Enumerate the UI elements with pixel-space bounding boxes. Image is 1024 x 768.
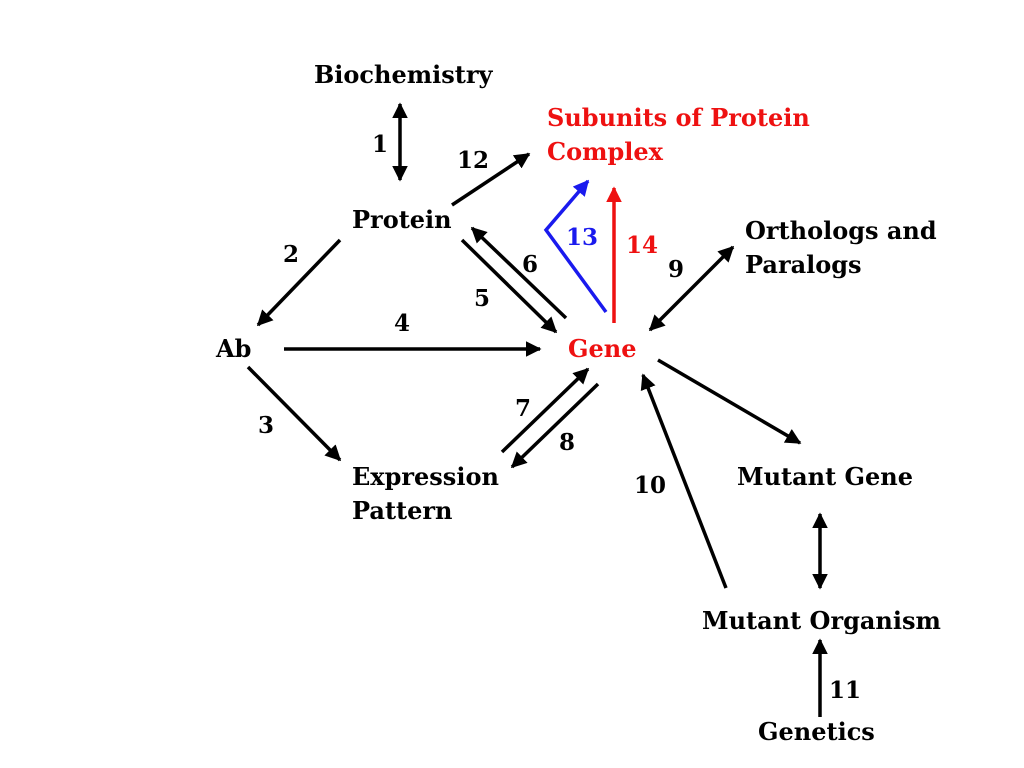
edge-label-13: 13	[566, 224, 599, 251]
edge-label-3: 3	[258, 412, 275, 439]
edge-label-12: 12	[457, 147, 490, 174]
node-biochemistry: Biochemistry	[314, 60, 493, 89]
node-gene: Gene	[568, 334, 637, 363]
node-orthologs-line2: Paralogs	[745, 250, 862, 279]
node-expression-line1: Expression	[352, 462, 499, 491]
node-mutant-gene: Mutant Gene	[737, 462, 914, 491]
edge-label-14: 14	[626, 232, 659, 259]
edge-label-4: 4	[394, 310, 411, 337]
edge-label-6: 6	[522, 251, 539, 278]
edge-label-2: 2	[283, 241, 300, 268]
node-subunits-line2: Complex	[547, 137, 663, 166]
edge-label-8: 8	[559, 429, 576, 456]
node-protein: Protein	[352, 205, 452, 234]
node-expression-line2: Pattern	[352, 496, 453, 525]
node-genetics: Genetics	[758, 717, 875, 746]
edge-label-5: 5	[474, 285, 491, 312]
edge-label-7: 7	[515, 395, 532, 422]
node-orthologs-line1: Orthologs and	[745, 216, 937, 245]
arrow-gene-to-mutant-gene	[658, 360, 800, 443]
edge-label-9: 9	[668, 256, 685, 283]
node-mutant-organism: Mutant Organism	[702, 606, 941, 635]
node-ab: Ab	[216, 334, 252, 363]
node-subunits-line1: Subunits of Protein	[547, 103, 810, 132]
edge-label-10: 10	[634, 472, 667, 499]
edge-label-11: 11	[829, 677, 862, 704]
arrow-9	[650, 247, 733, 330]
edge-label-1: 1	[372, 131, 389, 158]
